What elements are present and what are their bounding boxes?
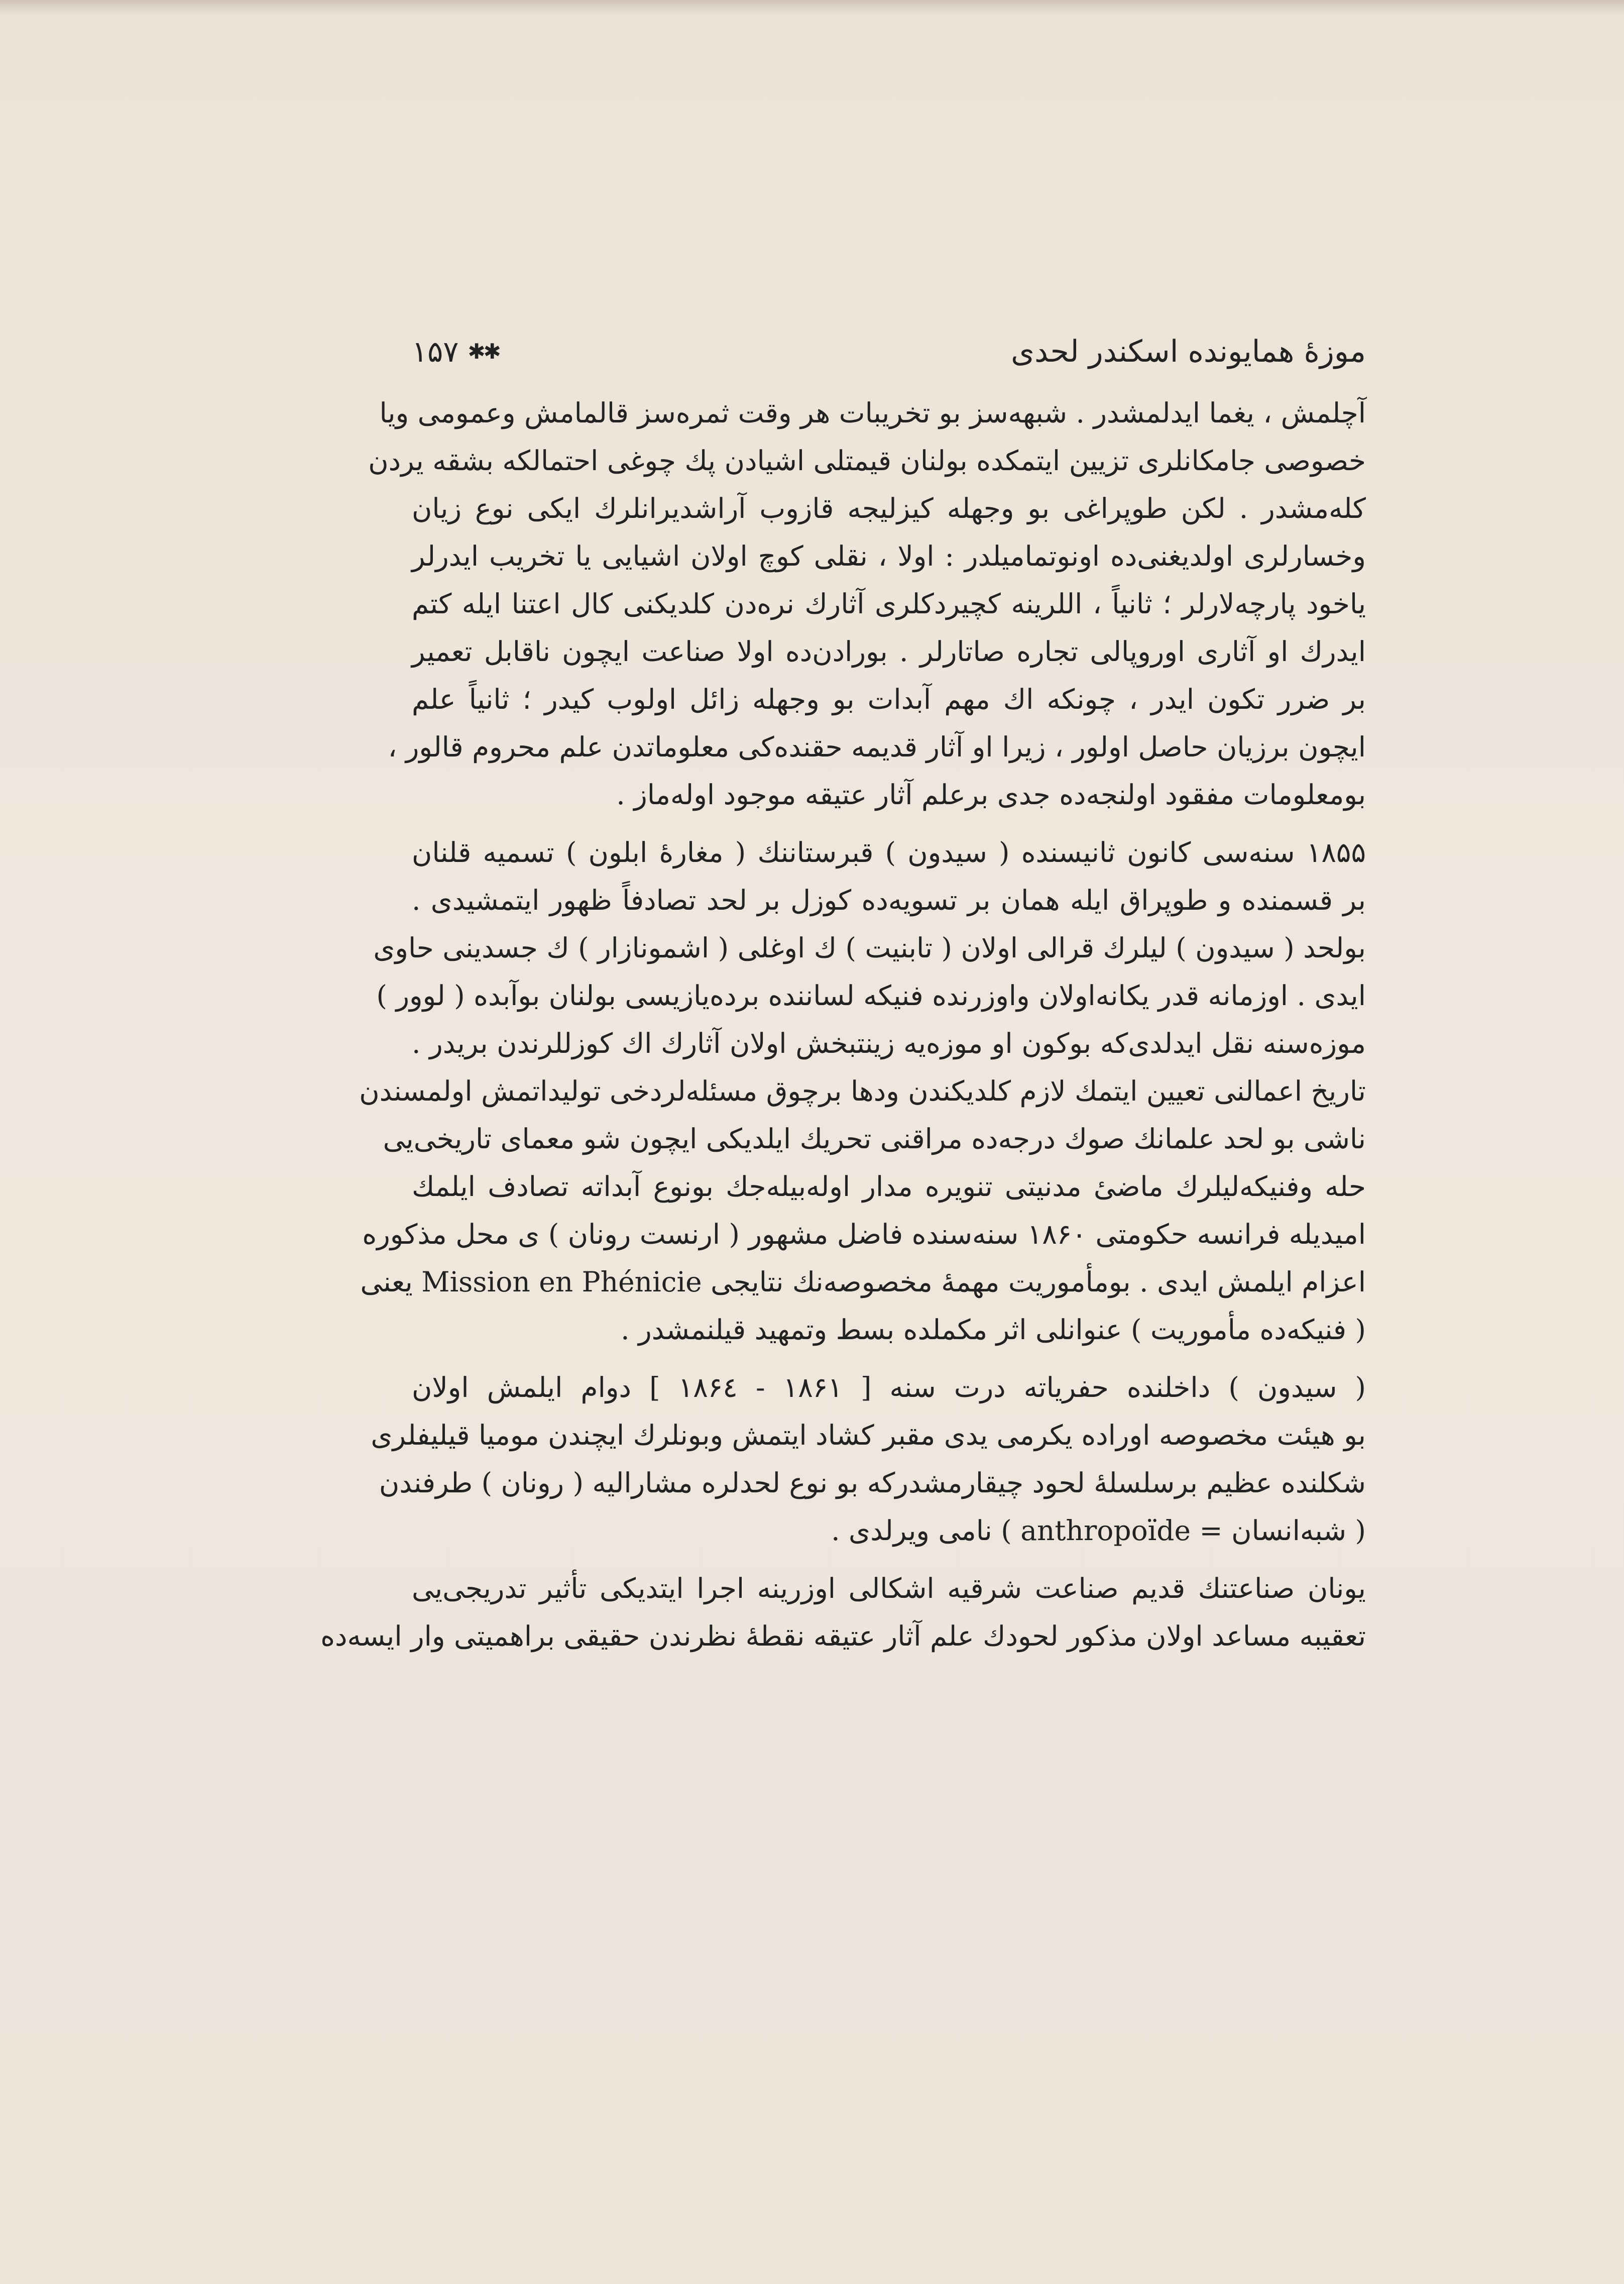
running-title: موزهٔ همایونده اسکندر لحدی: [1011, 334, 1366, 369]
text-line: بو هیئت مخصوصه اوراده یکرمی یدی مقبر کشاد ایتمش وبونلرك ایچندن مومیا قیلیفلری: [371, 1419, 1366, 1451]
text-line: بر ضرر تکون ایدر ، چونکه اك مهم آبدات بو وجهله زائل اولوب کیدر ؛ ثانیاً علم: [412, 683, 1366, 715]
text-line: ناشی بو لحد علمانك صوك درجه‌ده مراقنی تحریك ایلدیکی ایچون شو معمای تاریخی‌یی: [383, 1123, 1366, 1155]
text-line: حله وفنیکه‌لیلرك ماضیٔ مدنیتی تنویره مدار اوله‌بیله‌جك بونوع آبداته تصادف ایلمك: [412, 1170, 1366, 1203]
paragraph-2: [359, 829, 1366, 1354]
paragraph-3: [371, 1364, 1366, 1555]
text-line: یونان صناعتنك قدیم صناعت شرقیه اشکالی اوزرینه اجرا ایتدیکی تأثیر تدریجی‌یی: [412, 1572, 1366, 1604]
text-line: موزه‌سنه نقل ایدلدی‌که بوکون او موزه‌یه زینتبخش اولان آثارك اك کوزللرندن بریدر .: [412, 1027, 1366, 1059]
text-line: امیدیله فرانسه حکومتی ۱۸۶۰ سنه‌سنده فاضل مشهور ( ارنست رونان ) ی محل مذکوره: [362, 1218, 1366, 1250]
text-line: آچلمش ، یغما ایدلمشدر . شبهه‌سز بو تخریبات هر وقت ثمره‌سز قالمامش وعمومی ویا: [379, 397, 1366, 429]
text-line: کله‌مشدر . لکن طوپراغی بو وجهله کیزلیجه قازوب آراشدیرانلرك ایکی نوع زیان: [412, 492, 1366, 524]
ornament-icon: ✱✱: [468, 339, 499, 364]
text-line: ایدی . اوزمانه قدر یکانه‌اولان واوزرنده فنیکه لساننده برده‌یازیسی بولنان بوآبده ( لوور ): [376, 980, 1366, 1012]
text-line: ( فنیکه‌ده مأموریت ) عنوانلی اثر مکملده بسط وتمهید قیلنمشدر .: [621, 1314, 1366, 1346]
body-text: [320, 389, 1366, 1660]
page-number: ۱۵۷: [412, 335, 459, 369]
text-line: شکلنده عظیم برسلسلهٔ لحود چیقارمشدرکه بو نوع لحدلره مشارالیه ( رونان ) طرفندن: [379, 1467, 1366, 1499]
text-line: ( شبه‌انسان = anthropoïde ) نامی ویرلدی .: [831, 1514, 1366, 1547]
text-line: خصوصی جامکانلری تزیین ایتمکده بولنان قیمتلی اشیادن پك چوغی احتمالکه بشقه یردن: [368, 445, 1366, 477]
text-line: ایدرك او آثاری اوروپالی تجاره صاتارلر . بورادن‌ده اولا صناعت ایچون ناقابل تعمیر: [412, 635, 1366, 668]
text-line: یاخود پارچه‌لارلر ؛ ثانیاً ، اللرینه کچیردکلری آثارك نره‌دن کلدیکنی کال اعتنا ایله کتم: [412, 588, 1366, 620]
text-line: بولحد ( سیدون ) لیلرك قرالی اولان ( تابنیت ) ك اوغلی ( اشمونازار ) ك جسدینی حاوی: [373, 932, 1366, 964]
page-edge-shadow: [0, 0, 1624, 15]
text-line: ۱۸۵۵ سنه‌سی کانون ثانیسنده ( سیدون ) قبرستاننك ( مغارهٔ ابلون ) تسمیه قلنان: [412, 836, 1366, 868]
text-line: تعقیبه مساعد اولان مذکور لحودك علم آثار عتیقه نقطهٔ نظرندن حقیقی براهمیتی وار ایسه‌ده: [320, 1620, 1366, 1652]
text-line: بر قسمنده و طوپراق ایله همان بر تسویه‌ده کوزل بر لحد تصادفاً ظهور ایتمشیدی .: [412, 884, 1366, 916]
text-line: ( سیدون ) داخلنده حفریاته درت سنه [ ۱۸۶۱ - ۱۸۶٤ ] دوام ایلمش اولان: [412, 1371, 1366, 1403]
text-line: اعزام ایلمش ایدی . بومأموریت مهمهٔ مخصوصه‌نك نتایجی Mission en Phénicie یعنی: [360, 1266, 1366, 1298]
text-line: وخسارلری اولدیغنی‌ده اونوتمامیلدر : اولا ، نقلی کوچ اولان اشیایی یا تخریب ایدرلر: [412, 540, 1366, 572]
text-line: بومعلومات مفقود اولنجه‌ده جدی برعلم آثار عتیقه موجود اوله‌ماز .: [616, 779, 1366, 811]
folio: [412, 329, 499, 374]
paragraph-1: [368, 389, 1366, 819]
text-line: ایچون برزیان حاصل اولور ، زیرا او آثار قدیمه حقنده‌کی معلوماتدن علم محروم قالور ،: [388, 731, 1366, 763]
text-line: تاریخ اعمالنی تعیین ایتمك لازم کلدیکندن ودها برچوق مسئله‌لردخی تولیداتمش اولمسندن: [359, 1075, 1366, 1107]
page-header: [412, 329, 1366, 374]
paragraph-4: [320, 1565, 1366, 1660]
